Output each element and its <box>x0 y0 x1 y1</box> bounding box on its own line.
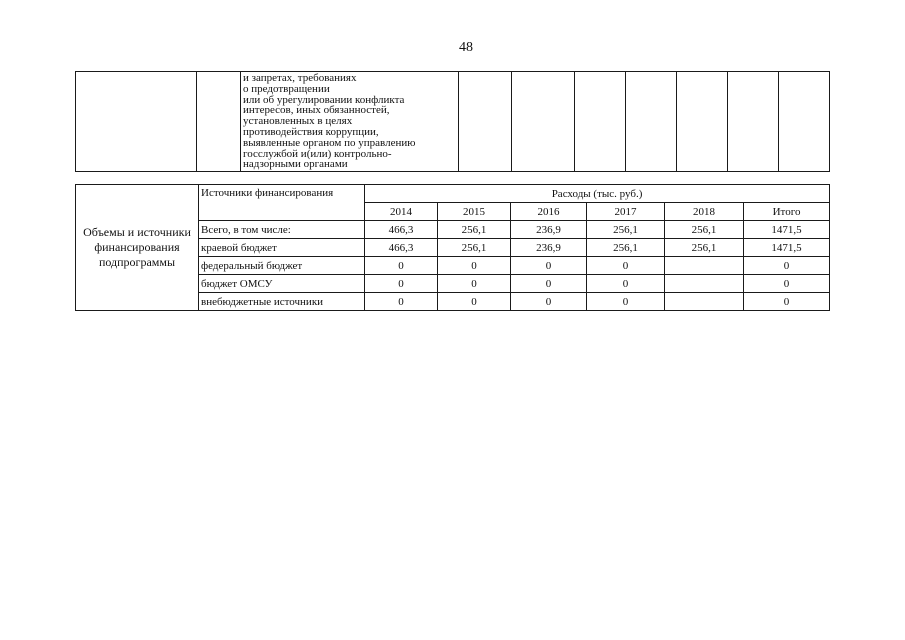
expenses-header: Расходы (тыс. руб.) <box>365 185 830 203</box>
table-cell <box>665 275 744 293</box>
description-line: противодействия коррупции, <box>243 125 379 138</box>
header-row <box>76 185 830 203</box>
row-label: федеральный бюджет <box>199 257 365 275</box>
table-cell: 256,1 <box>587 221 665 239</box>
continuation-row <box>76 72 830 172</box>
table-cell: 0 <box>511 257 587 275</box>
table-cell: 0 <box>744 293 830 311</box>
table-cell: 0 <box>511 293 587 311</box>
description-line: установленных в целях <box>243 115 353 128</box>
empty-cell <box>626 72 677 172</box>
empty-cell <box>459 72 512 172</box>
table-cell: 256,1 <box>665 221 744 239</box>
description-line: надзорными органами <box>243 158 348 171</box>
row-label: внебюджетные источники <box>199 293 365 311</box>
sources-header: Источники финансирования <box>199 185 365 221</box>
table-cell: 0 <box>587 293 665 311</box>
page-number: 48 <box>459 40 473 55</box>
description-line: или об урегулировании конфликта <box>243 93 405 106</box>
table-cell: 0 <box>438 257 511 275</box>
column-header: 2014 <box>365 203 438 221</box>
table-cell: 466,3 <box>365 239 438 257</box>
financing-table <box>75 184 830 311</box>
table-cell: 0 <box>511 275 587 293</box>
table-cell: 1471,5 <box>744 239 830 257</box>
table-cell: 466,3 <box>365 221 438 239</box>
column-header: 2016 <box>511 203 587 221</box>
table-cell: 0 <box>744 275 830 293</box>
row-label: краевой бюджет <box>199 239 365 257</box>
column-header: 2017 <box>587 203 665 221</box>
row-label: бюджет ОМСУ <box>199 275 365 293</box>
table-cell: 0 <box>438 275 511 293</box>
empty-cell <box>677 72 728 172</box>
table-cell: 0 <box>744 257 830 275</box>
row-label: Всего, в том числе: <box>199 221 365 239</box>
table-cell: 0 <box>365 257 438 275</box>
empty-cell <box>728 72 779 172</box>
empty-cell <box>197 72 241 172</box>
description-line: и запретах, требованиях <box>243 72 357 84</box>
table-cell: 256,1 <box>438 221 511 239</box>
empty-cell <box>512 72 575 172</box>
empty-cell <box>575 72 626 172</box>
column-header: 2015 <box>438 203 511 221</box>
table-cell: 256,1 <box>587 239 665 257</box>
continuation-table <box>75 71 830 172</box>
empty-cell <box>76 72 197 172</box>
measure-description-cell <box>241 72 459 172</box>
table-cell: 256,1 <box>665 239 744 257</box>
empty-cell <box>779 72 830 172</box>
table-cell: 236,9 <box>511 221 587 239</box>
table-cell <box>665 257 744 275</box>
column-header: Итого <box>744 203 830 221</box>
financing-row-header: Объемы и источники финансирования подпрограммы <box>76 185 199 311</box>
description-line: о предотвращении <box>243 82 330 95</box>
table-cell: 0 <box>587 275 665 293</box>
table-cell: 0 <box>438 293 511 311</box>
column-header: 2018 <box>665 203 744 221</box>
table-cell: 0 <box>365 293 438 311</box>
table-cell: 0 <box>365 275 438 293</box>
description-line: выявленные органом по управлению <box>243 136 416 149</box>
table-cell: 1471,5 <box>744 221 830 239</box>
description-line: госслужбой и(или) контрольно- <box>243 147 392 160</box>
table-cell <box>665 293 744 311</box>
description-line: интересов, иных обязанностей, <box>243 104 390 117</box>
table-cell: 0 <box>587 257 665 275</box>
table-cell: 256,1 <box>438 239 511 257</box>
table-cell: 236,9 <box>511 239 587 257</box>
